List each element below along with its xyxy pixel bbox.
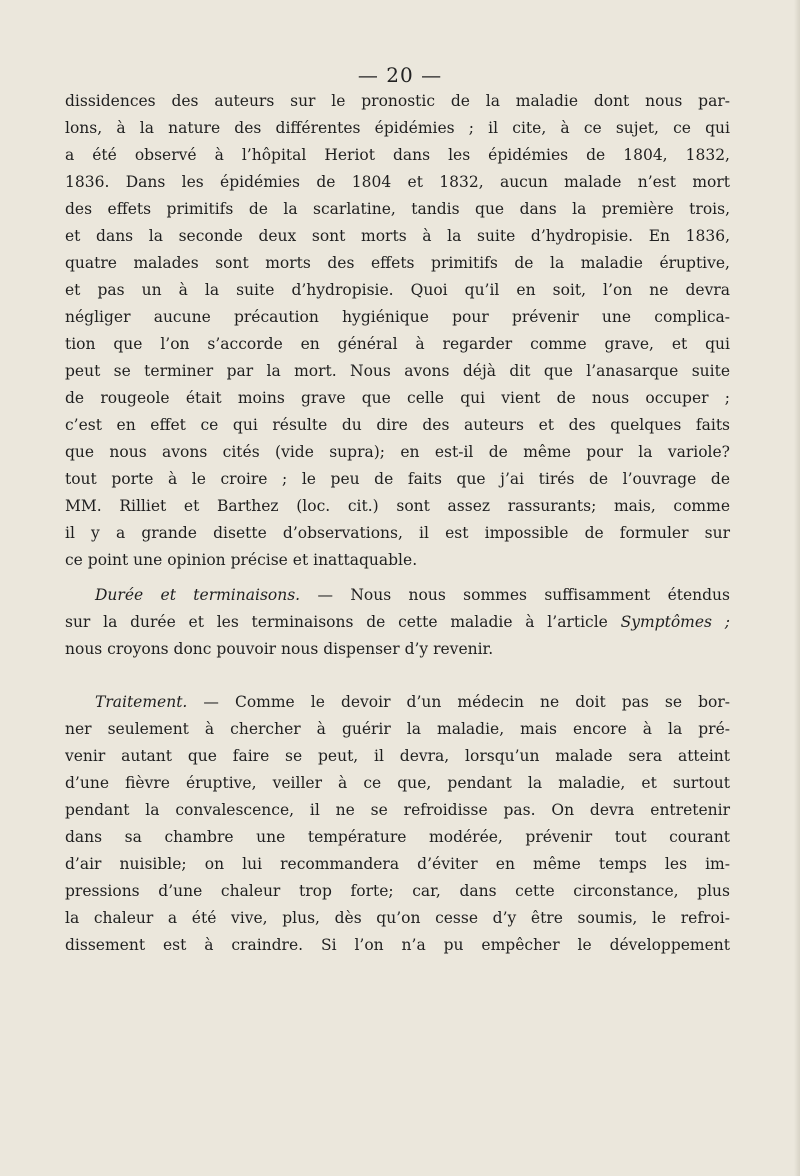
- text-line: dissement est à craindre. Si l’on n’a pu empêcher le développement: [65, 936, 730, 954]
- text-line: ce point une opinion précise et inattaquable.: [65, 551, 418, 569]
- text-line: et dans la seconde deux sont morts à la suite d’hydropisie. En 1836,: [65, 227, 730, 245]
- text-line: d’air nuisible; on lui recommandera d’éviter en même temps les im-: [65, 855, 730, 873]
- text-line: tout porte à le croire ; le peu de faits que j’ai tirés de l’ouvrage de: [65, 470, 730, 488]
- text-line: quatre malades sont morts des effets primitifs de la maladie éruptive,: [65, 254, 730, 272]
- paragraph-prognosis: [65, 88, 730, 574]
- text-line: [65, 582, 730, 609]
- paragraph-duration: [65, 582, 730, 663]
- text-run: — Comme le devoir d’un médecin ne doit pas se bor-: [187, 693, 730, 711]
- text-line: nous croyons donc pouvoir nous dispenser d’y revenir.: [65, 640, 494, 658]
- text-line: pendant la convalescence, il ne se refroidisse pas. On devra entretenir: [65, 801, 730, 819]
- text-line: peut se terminer par la mort. Nous avons déjà dit que l’anasarque suite: [65, 362, 730, 380]
- section-heading-duration: Durée et terminaisons.: [95, 586, 301, 604]
- text-line: a été observé à l’hôpital Heriot dans les épidémies de 1804, 1832,: [65, 146, 730, 164]
- text-run: — Nous nous sommes suffisamment étendus: [300, 586, 730, 604]
- text-run: sur la durée et les terminaisons de cette maladie à l’article: [65, 613, 621, 631]
- text-line: tion que l’on s’accorde en général à regarder comme grave, et qui: [65, 335, 730, 353]
- text-line: et pas un à la suite d’hydropisie. Quoi qu’il en soit, l’on ne devra: [65, 281, 730, 299]
- text-line: c’est en effet ce qui résulte du dire des auteurs et des quelques faits: [65, 416, 730, 434]
- section-heading-treatment: Traitement.: [95, 693, 188, 711]
- text-line: il y a grande disette d’observations, il est impossible de formuler sur: [65, 524, 730, 542]
- text-line: dissidences des auteurs sur le pronostic de la maladie dont nous par-: [65, 92, 730, 110]
- text-line: venir autant que faire se peut, il devra, lorsqu’un malade sera atteint: [65, 747, 730, 765]
- text-line: d’une fièvre éruptive, veiller à ce que, pendant la maladie, et surtout: [65, 774, 730, 792]
- text-line: [65, 689, 730, 716]
- text-line: des effets primitifs de la scarlatine, tandis que dans la première trois,: [65, 200, 730, 218]
- text-line: pressions d’une chaleur trop forte; car, dans cette circonstance, plus: [65, 882, 730, 900]
- text-line: ner seulement à chercher à guérir la maladie, mais encore à la pré-: [65, 720, 730, 738]
- text-line: [65, 609, 730, 636]
- reference-symptomes: Symptômes ;: [620, 613, 730, 631]
- text-line: négliger aucune précaution hygiénique pour prévenir une complica-: [65, 308, 730, 326]
- page-number: — 20 —: [357, 63, 443, 87]
- text-line: de rougeole était moins grave que celle qui vient de nous occuper ;: [65, 389, 730, 407]
- text-line: MM. Rilliet et Barthez (loc. cit.) sont assez rassurants; mais, comme: [65, 497, 730, 515]
- text-line: la chaleur a été vive, plus, dès qu’on cesse d’y être soumis, le refroi-: [65, 909, 730, 927]
- text-line: que nous avons cités (vide supra); en est-il de même pour la variole?: [65, 443, 730, 461]
- paragraph-treatment: [65, 689, 730, 959]
- page-edge-shadow: [794, 0, 800, 1176]
- text-line: lons, à la nature des différentes épidémies ; il cite, à ce sujet, ce qui: [65, 119, 730, 137]
- text-line: dans sa chambre une température modérée, prévenir tout courant: [65, 828, 730, 846]
- text-line: 1836. Dans les épidémies de 1804 et 1832, aucun malade n’est mort: [65, 173, 730, 191]
